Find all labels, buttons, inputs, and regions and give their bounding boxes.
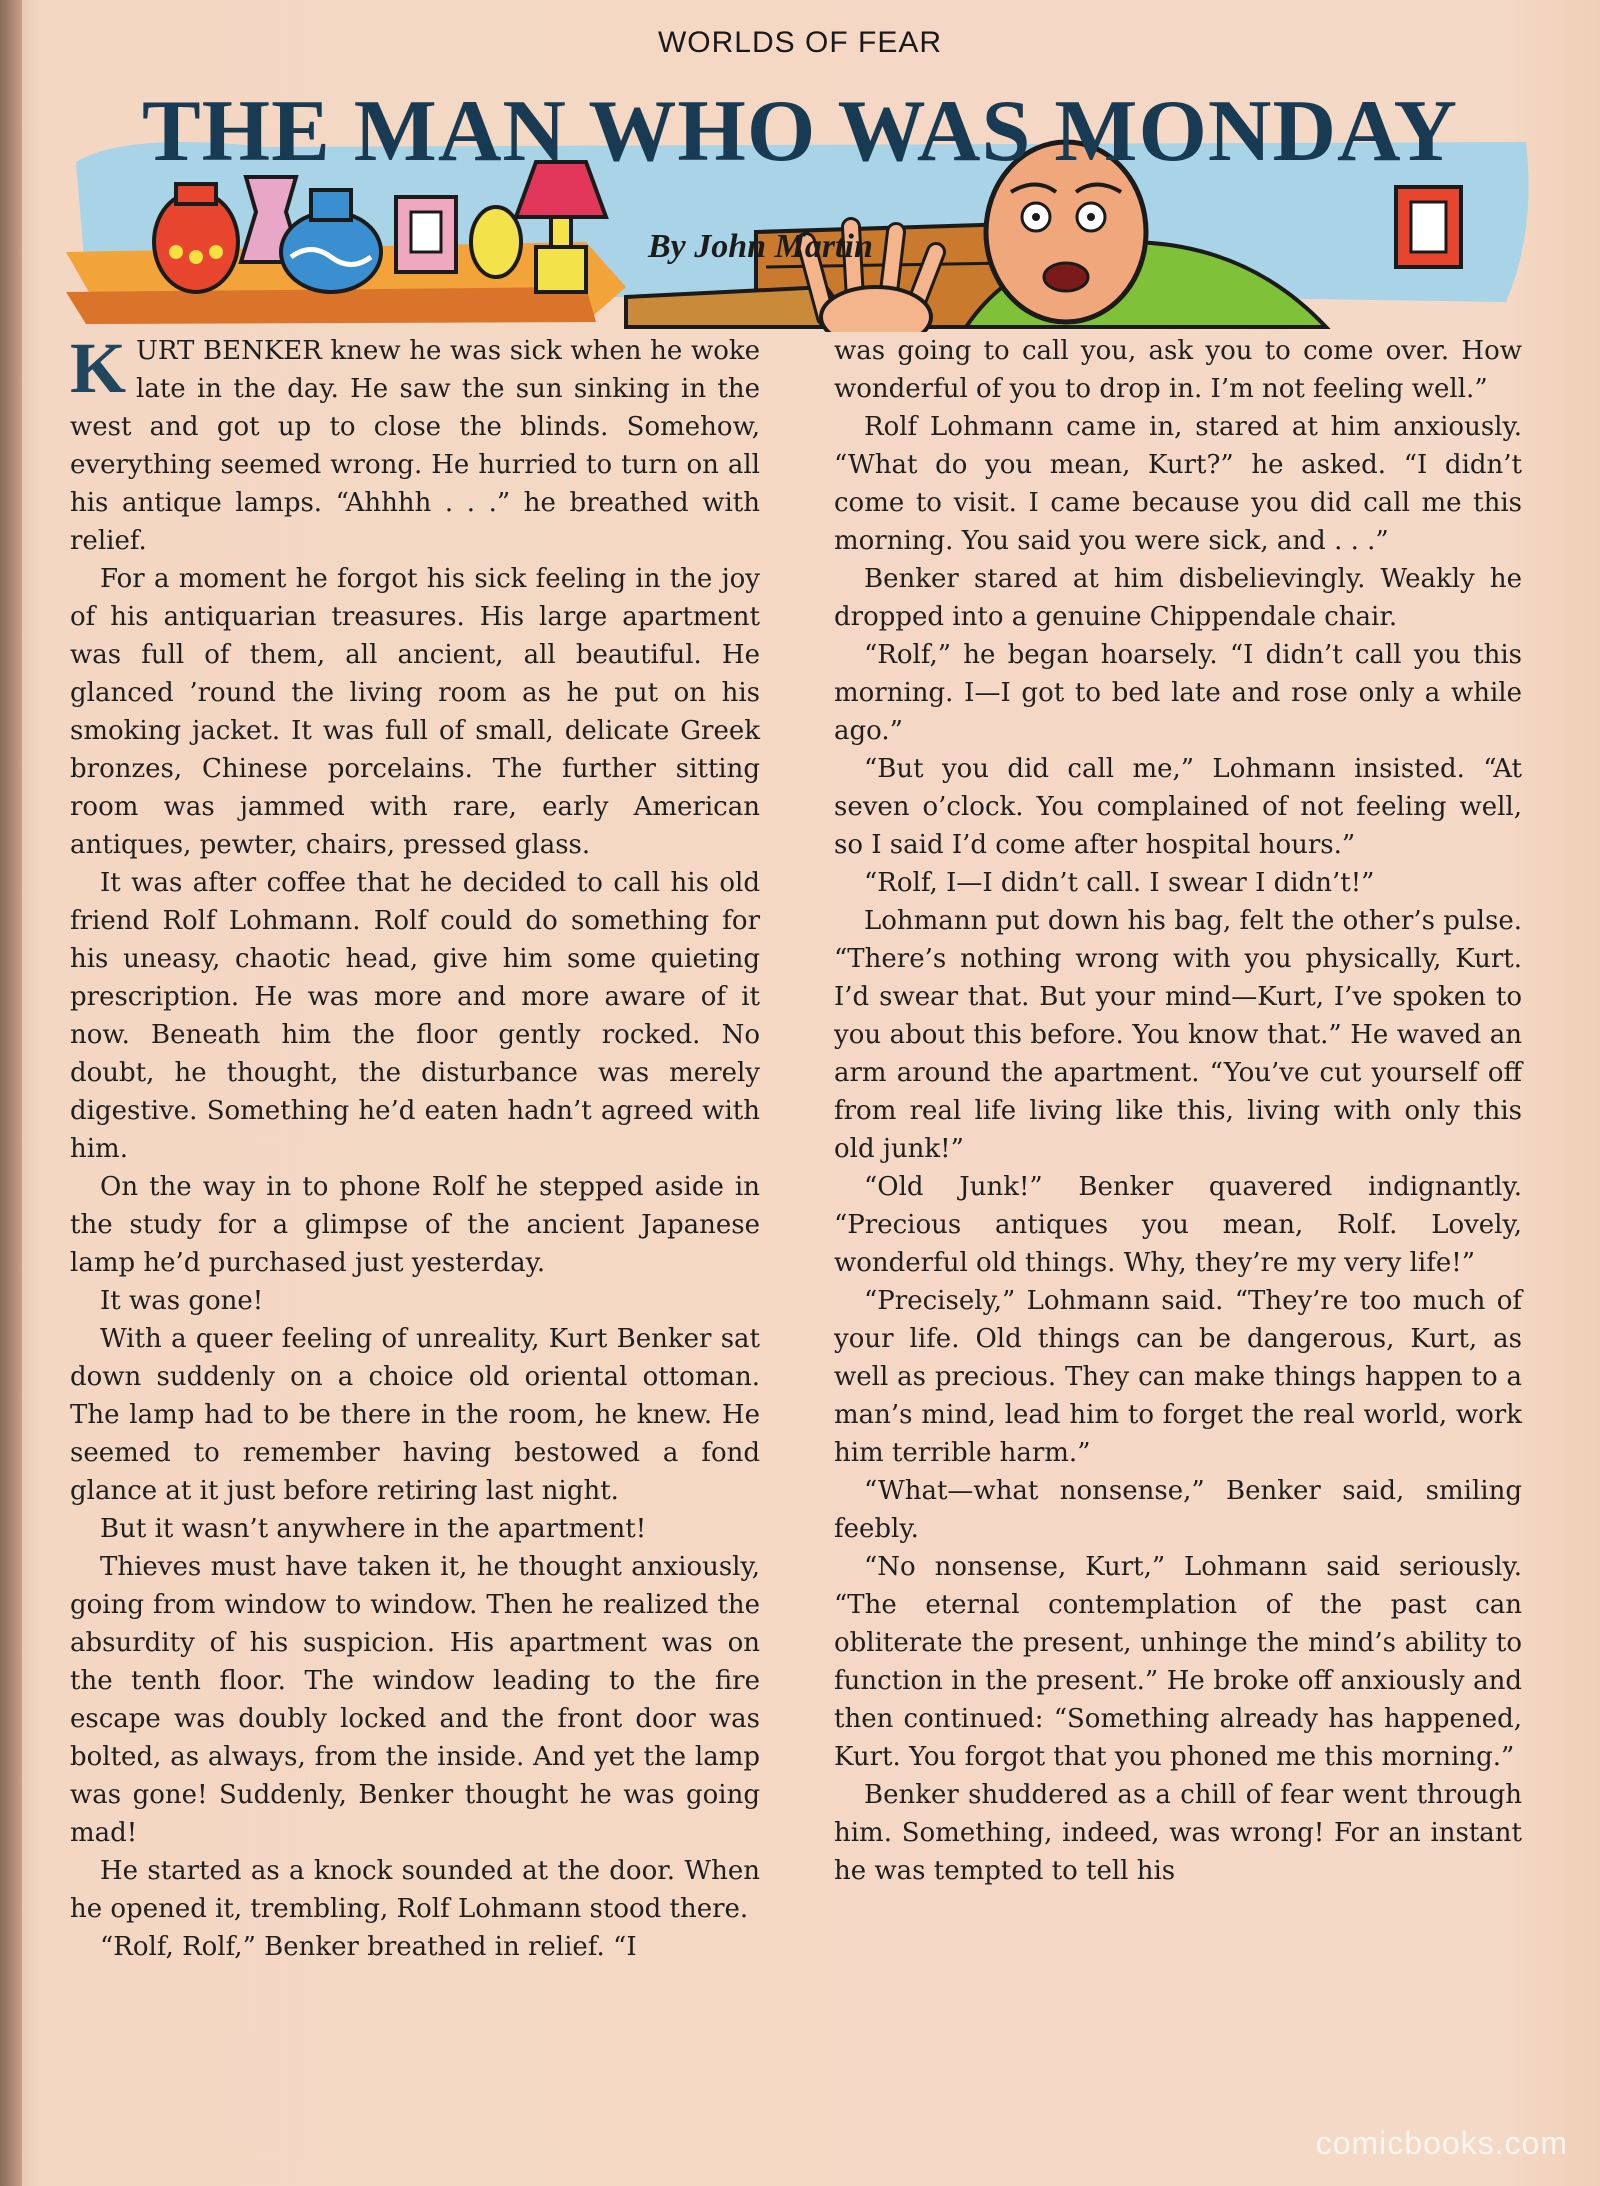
paragraph: It was after coffee that he decided to call his old friend Rolf Lohmann. Rolf could do something for his uneasy, chaotic head, give him some quieting prescription. He was more and more aware of it now. Beneath him the floor gently rocked. No doubt, he thought, the disturbance was merely digestive. Something he’d eaten hadn’t agreed with him. (70, 868, 760, 1164)
paragraph: “No nonsense, Kurt,” Lohmann said seriously. “The eternal contemplation of the past can obliterate the present, unhinge the mind’s ability to function in the present.” He broke off anxiously and then continued: “Something already has happened, Kurt. You forgot that you phoned me this morning.” (834, 1552, 1522, 1772)
paragraph: “Precisely,” Lohmann said. “They’re too much of your life. Old things can be dangerous, Kurt, as well as precious. They can make things happen to a man’s mind, lead him to forget the real world, work him terrible harm.” (834, 1286, 1522, 1468)
story-byline: By John Martin (648, 228, 873, 265)
picture-frame-icon (1396, 187, 1461, 267)
drop-cap: K (70, 328, 127, 408)
paragraph: He started as a knock sounded at the door. When he opened it, trembling, Rolf Lohmann stood there. (70, 1856, 760, 1924)
paragraph: Rolf Lohmann came in, stared at him anxiously. “What do you mean, Kurt?” he asked. “I didn’t come to visit. I came because you did call me this morning. You said you were sick, and . . .” (834, 412, 1522, 556)
vase-yellow-icon (471, 207, 521, 277)
paragraph: KURT BENKER knew he was sick when he woke late in the day. He saw the sun sinking in the west and got up to close the blinds. Somehow, everything seemed wrong. He hurried to turn on all his antique lamps. “Ahhhh . . .” he breathed with relief. (70, 328, 760, 556)
paragraph: “Rolf, I—I didn’t call. I swear I didn’t!” (864, 868, 1375, 898)
text-column-left (70, 328, 760, 1966)
box-pink-icon (396, 197, 456, 272)
paragraph: “Rolf, Rolf,” Benker breathed in relief. “I (100, 1932, 637, 1962)
paragraph: On the way in to phone Rolf he stepped aside in the study for a glimpse of the ancient Japanese lamp he’d purchased just yesterday. (70, 1172, 760, 1278)
paragraph: “But you did call me,” Lohmann insisted. “At seven o’clock. You complained of not feeling well, so I said I’d come after hospital hours.” (834, 754, 1522, 860)
paragraph: Benker shuddered as a chill of fear went through him. Something, indeed, was wrong! For an instant he was tempted to tell his (834, 1780, 1522, 1886)
paragraph: With a queer feeling of unreality, Kurt Benker sat down suddenly on a choice old oriental ottoman. The lamp had to be there in the room, he knew. He seemed to remember having bestowed a fond glance at it just before retiring last night. (70, 1324, 760, 1506)
paragraph: “Old Junk!” Benker quavered indignantly. “Precious antiques you mean, Rolf. Lovely, wonderful old things. Why, they’re my very life!” (834, 1172, 1522, 1278)
paragraph: It was gone! (100, 1286, 264, 1316)
paragraph: But it wasn’t anywhere in the apartment! (100, 1514, 647, 1544)
story-title: THE MAN WHO WAS MONDAY (141, 83, 1459, 180)
paragraph: “Rolf,” he began hoarsely. “I didn’t call you this morning. I—I got to bed late and rose only a while ago.” (834, 640, 1522, 746)
paragraph: was going to call you, ask you to come over. How wonderful of you to drop in. I’m not feeling well.” (834, 336, 1522, 404)
paragraph: For a moment he forgot his sick feeling in the joy of his antiquarian treasures. His large apartment was full of them, all ancient, all beautiful. He glanced ’round the living room as he put on his smoking jacket. It was full of small, delicate Greek bronzes, Chinese porcelains. The further sitting room was jammed with rare, early American antiques, pewter, chairs, pressed glass. (70, 564, 760, 860)
site-watermark: comicbooks.com (1315, 2125, 1568, 2161)
series-header: WORLDS OF FEAR (657, 26, 942, 59)
binding-edge (0, 0, 22, 2186)
paragraph: Thieves must have taken it, he thought anxiously, going from window to window. Then he realized the absurdity of his suspicion. His apartment was on the tenth floor. The window leading to the fire escape was doubly locked and the front door was bolted, as always, from the inside. And yet the lamp was gone! Suddenly, Benker thought he was going mad! (70, 1552, 760, 1848)
paragraph: “What—what nonsense,” Benker said, smiling feebly. (834, 1476, 1522, 1544)
text-column-right (834, 332, 1522, 1890)
paragraph: Benker stared at him disbelievingly. Weakly he dropped into a genuine Chippendale chair. (834, 564, 1522, 632)
paragraph: Lohmann put down his bag, felt the other’s pulse. “There’s nothing wrong with you physically, Kurt. I’d swear that. But your mind—Kurt, I’ve spoken to you about this before. You know that.” He waved an arm around the apartment. “You’ve cut yourself off from real life living like this, living with only this old junk!” (834, 906, 1522, 1164)
